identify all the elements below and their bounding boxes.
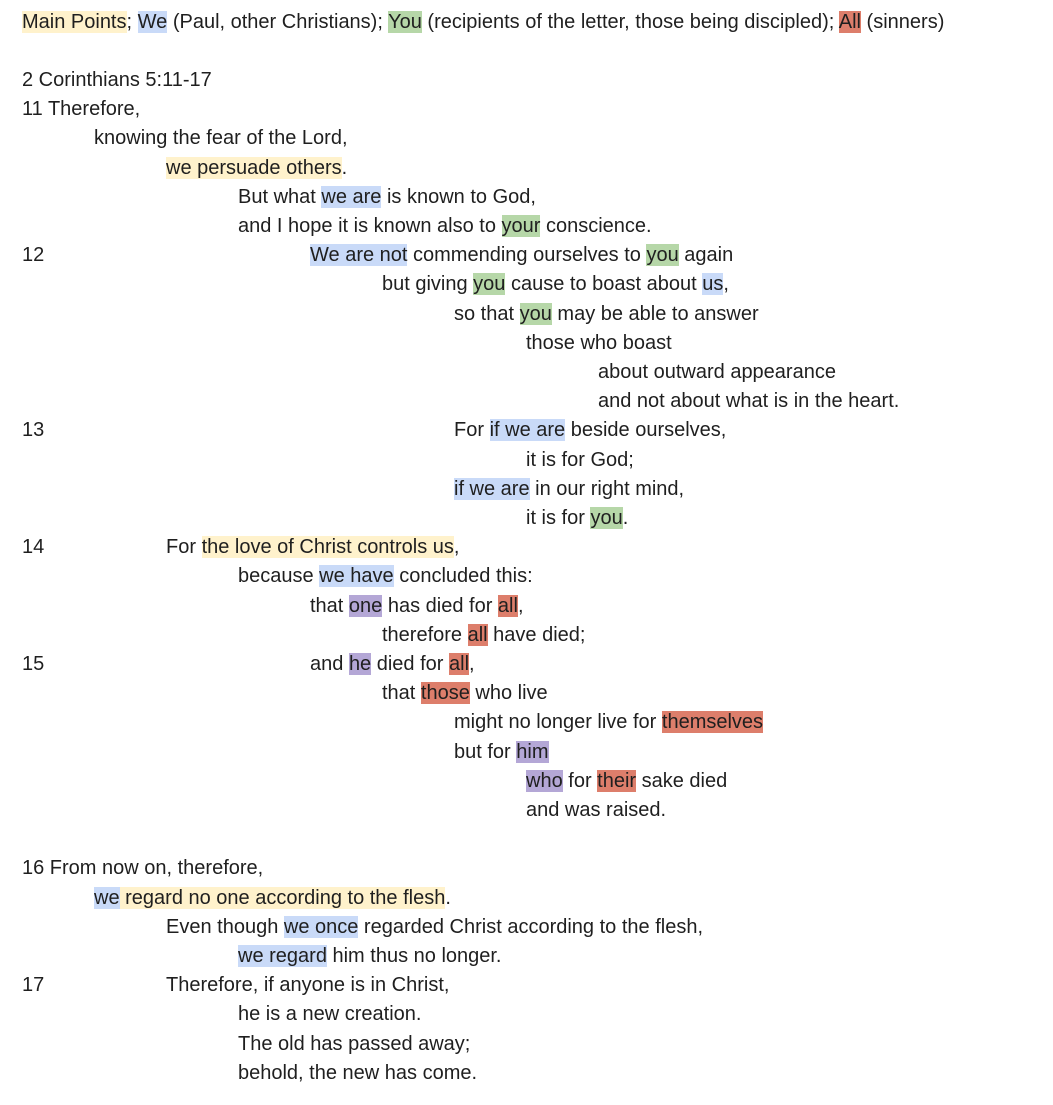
- highlight-all: their: [597, 769, 637, 792]
- highlight-all: all: [449, 653, 470, 675]
- text-segment: ,: [723, 273, 729, 296]
- text-segment: who live: [469, 682, 548, 705]
- text-segment: might no longer live for: [454, 711, 662, 734]
- highlight-christ: who: [526, 769, 563, 792]
- line-text: [166, 971, 449, 1000]
- highlight-main: we persuade others: [166, 156, 342, 179]
- text-segment: ,: [469, 653, 475, 675]
- highlight-all: All: [838, 11, 861, 33]
- text-segment: (recipients of the letter, those being discipled);: [421, 11, 839, 33]
- line-text: [454, 738, 549, 767]
- highlight-all: all: [497, 594, 518, 617]
- text-segment: so that: [454, 302, 520, 325]
- text-segment: him thus no longer.: [326, 945, 502, 967]
- line-text: [310, 241, 733, 270]
- highlight-legend: [22, 8, 944, 37]
- line-text: [526, 329, 672, 358]
- line-text: [22, 854, 263, 883]
- text-segment: regarded Christ according to the flesh,: [358, 915, 704, 938]
- text-segment: 2 Corinthians 5:11-17: [22, 69, 212, 91]
- highlight-you: you: [473, 273, 506, 296]
- text-segment: and I hope it is known also to: [238, 215, 502, 237]
- text-segment: ;: [126, 11, 138, 33]
- line-text: [238, 942, 502, 971]
- text-segment: (Paul, other Christians);: [167, 11, 389, 33]
- text-segment: those who boast: [526, 331, 672, 354]
- line-text: [526, 796, 666, 825]
- text-segment: For: [454, 419, 490, 442]
- text-segment: because: [238, 565, 320, 588]
- text-segment: Even though: [166, 915, 284, 938]
- text-segment: The old has passed away;: [238, 1032, 471, 1055]
- highlight-we: we are: [321, 185, 382, 208]
- text-segment: Therefore, if anyone is in Christ,: [166, 974, 450, 997]
- text-segment: have died;: [487, 623, 586, 646]
- text-segment: .: [341, 156, 348, 179]
- text-segment: therefore: [382, 623, 468, 646]
- highlight-main: regard no one according to the flesh: [119, 886, 446, 909]
- highlight-you: you: [646, 244, 679, 267]
- line-text: [166, 533, 459, 562]
- highlight-we: We: [137, 11, 168, 33]
- line-text: [382, 621, 585, 650]
- text-segment: ,: [453, 536, 460, 559]
- text-segment: knowing the fear of the Lord,: [94, 127, 348, 150]
- highlight-we: if we are: [489, 419, 566, 442]
- line-text: [382, 270, 729, 299]
- text-segment: .: [622, 507, 629, 529]
- text-segment: 16 From now on, therefore,: [22, 857, 264, 880]
- highlight-you: you: [590, 507, 623, 529]
- highlight-we: we: [94, 886, 120, 909]
- line-text: [526, 446, 634, 475]
- text-segment: .: [445, 886, 451, 909]
- text-segment: has died for: [382, 594, 498, 617]
- text-segment: For: [166, 536, 202, 559]
- text-segment: but for: [454, 740, 517, 763]
- line-text: [382, 679, 548, 708]
- line-text: [238, 1030, 470, 1059]
- line-text: [94, 884, 451, 913]
- text-segment: for: [562, 769, 598, 792]
- line-text: [238, 1000, 421, 1029]
- line-text: [238, 183, 536, 212]
- highlight-we: We are not: [310, 244, 408, 267]
- highlight-christ: he: [348, 653, 372, 675]
- text-segment: is known to God,: [381, 185, 536, 208]
- text-segment: 11 Therefore,: [22, 98, 141, 121]
- line-text: [238, 1059, 477, 1088]
- line-text: [22, 95, 140, 124]
- text-segment: conscience.: [540, 215, 652, 237]
- verse-number: 12: [22, 244, 45, 267]
- text-segment: that: [310, 594, 349, 617]
- text-segment: But what: [238, 185, 322, 208]
- line-text: [22, 66, 212, 95]
- text-segment: cause to boast about: [505, 273, 703, 296]
- text-segment: died for: [371, 653, 450, 675]
- text-segment: and was raised.: [526, 799, 667, 821]
- highlight-all: all: [467, 623, 488, 646]
- text-segment: and: [310, 653, 349, 675]
- line-text: [598, 387, 899, 416]
- text-segment: sake died: [636, 769, 728, 792]
- line-text: [454, 300, 759, 329]
- text-segment: again: [678, 244, 734, 267]
- highlight-all: themselves: [661, 711, 764, 734]
- text-segment: (sinners): [861, 11, 945, 33]
- highlight-we: us: [702, 273, 724, 296]
- highlight-we: we once: [283, 915, 359, 938]
- text-segment: beside ourselves,: [565, 419, 727, 442]
- highlight-main: the love of Christ controls us: [201, 536, 454, 559]
- text-segment: behold, the new has come.: [238, 1061, 478, 1084]
- highlight-christ: him: [516, 740, 549, 763]
- verse-number: 14: [22, 536, 45, 559]
- line-text: [166, 154, 347, 183]
- line-text: [526, 504, 628, 533]
- highlight-all: those: [420, 682, 470, 705]
- text-segment: in our right mind,: [529, 477, 685, 500]
- highlight-you: you: [519, 302, 552, 325]
- text-segment: concluded this:: [393, 565, 533, 588]
- text-segment: that: [382, 682, 421, 705]
- verse-number: 13: [22, 419, 45, 442]
- verse-number: 15: [22, 653, 45, 675]
- line-text: [310, 650, 475, 679]
- highlight-you: your: [501, 215, 541, 237]
- text-segment: commending ourselves to: [407, 244, 647, 267]
- highlight-christ: one: [348, 594, 383, 617]
- text-segment: he is a new creation.: [238, 1003, 422, 1026]
- text-segment: may be able to answer: [551, 302, 759, 325]
- line-text: [526, 767, 727, 796]
- highlight-we: we regard: [238, 945, 327, 967]
- verse-number: 17: [22, 974, 45, 997]
- line-text: [454, 475, 684, 504]
- text-segment: it is for God;: [526, 448, 634, 471]
- highlight-we: if we are: [454, 477, 530, 500]
- line-text: [310, 592, 524, 621]
- line-text: [598, 358, 836, 387]
- line-text: [238, 562, 533, 591]
- line-text: [166, 913, 703, 942]
- highlight-main: Main Points: [22, 11, 127, 33]
- line-text: [238, 212, 652, 241]
- line-text: [454, 708, 763, 737]
- highlight-we: we have: [319, 565, 394, 588]
- highlight-you: You: [388, 11, 422, 33]
- text-segment: but giving: [382, 273, 474, 296]
- text-segment: about outward appearance: [598, 361, 836, 383]
- text-segment: and not about what is in the heart.: [598, 390, 900, 413]
- text-segment: it is for: [526, 507, 591, 529]
- line-text: [454, 416, 726, 445]
- text-segment: ,: [517, 594, 524, 617]
- line-text: [94, 124, 348, 153]
